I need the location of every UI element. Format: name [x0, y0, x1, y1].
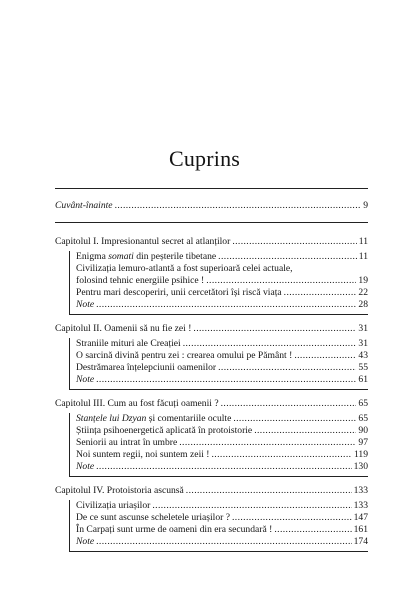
dot-leader: [96, 536, 351, 548]
entry-label: [55, 323, 191, 335]
page-number: 97: [358, 437, 368, 448]
toc-entry: [0, 251, 409, 263]
chapter-heading: [0, 485, 409, 497]
chapter-bracket-bottom: [69, 389, 368, 390]
page-number: 133: [353, 500, 368, 511]
page-number: 61: [358, 374, 368, 385]
entry-label: [76, 350, 292, 362]
page-number: 11: [358, 251, 368, 262]
dot-leader: [186, 485, 352, 497]
entry-label: [76, 275, 204, 287]
dot-leader: [221, 398, 357, 410]
entry-text: Civilizația lemuro-atlantă a fost superioară celei actuale,: [76, 263, 293, 274]
page-number: 31: [358, 323, 368, 334]
chapter-bracket: [69, 251, 70, 314]
chapter-bracket: [69, 413, 70, 476]
dot-leader: [179, 437, 356, 449]
entry-text: Pentru mari descoperiri, unii cercetători își riscă viața: [76, 287, 282, 298]
dot-leader: [218, 251, 357, 263]
dot-leader: [183, 338, 357, 350]
entry-label: [76, 362, 216, 374]
entry-label: [76, 251, 216, 263]
dot-leader: [254, 425, 356, 437]
page-number: 133: [353, 485, 368, 496]
entry-text: Capitolul III. Cum au fost făcuți oamenii ?: [55, 398, 219, 409]
toc-entry: [0, 263, 409, 275]
page-number: 22: [358, 287, 368, 298]
dot-leader: [193, 323, 356, 335]
entry-label: [76, 374, 94, 386]
chapter-bracket-bottom: [69, 314, 368, 315]
page-number: 43: [358, 350, 368, 361]
entry-label: [55, 485, 184, 497]
dot-leader: [96, 299, 356, 311]
chapter-heading: [0, 236, 409, 248]
entry-label: [76, 437, 177, 449]
divider: [55, 222, 368, 223]
entry-label: [76, 524, 272, 536]
chapter-bracket: [69, 500, 70, 551]
entry-text: În Carpați sunt urme de oameni din era secundară !: [76, 524, 273, 535]
page-number: 90: [358, 425, 368, 436]
divider-top: [55, 188, 368, 189]
entry-text: și comentariile oculte: [146, 413, 232, 424]
entry-label: [55, 236, 230, 248]
page-number: 9: [363, 200, 368, 211]
toc-entry: [0, 437, 409, 449]
entry-text: De ce sunt ascunse scheletele uriașilor ?: [76, 512, 230, 523]
entry-text: Straniile mituri ale Creației: [76, 338, 181, 349]
entry-text: Cuvânt-înainte: [55, 200, 113, 211]
dot-leader: [284, 287, 357, 299]
page-number: 65: [358, 413, 368, 424]
entry-label: [76, 500, 150, 512]
entry-text: Note: [76, 461, 95, 472]
entry-label: [76, 425, 252, 437]
page-number: 161: [353, 524, 368, 535]
entry-text: Note: [76, 374, 95, 385]
entry-label: [76, 299, 94, 311]
entry-text: somati: [108, 251, 134, 262]
toc-entry: [0, 524, 409, 536]
dot-leader: [294, 350, 356, 362]
dot-leader: [233, 413, 356, 425]
toc-entry: [0, 413, 409, 425]
dot-leader: [206, 275, 356, 287]
dot-leader: [274, 524, 351, 536]
dot-leader: [96, 374, 356, 386]
toc-entry: [0, 425, 409, 437]
entry-label: [76, 263, 293, 275]
dot-leader: [152, 500, 351, 512]
dot-leader: [232, 512, 352, 524]
dot-leader: [232, 236, 356, 248]
page-number: 31: [358, 338, 368, 349]
toc-entry: [0, 374, 409, 386]
entry-text: Note: [76, 299, 95, 310]
page-number: 11: [358, 236, 368, 247]
intro-entry: [0, 200, 409, 212]
dot-leader: [96, 461, 351, 473]
entry-text: Seniorii au intrat în umbre: [76, 437, 178, 448]
dot-leader: [212, 449, 352, 461]
entry-text: Stanțele lui Dzyan: [76, 413, 147, 424]
page-number: 130: [353, 461, 368, 472]
toc-entry: [0, 287, 409, 299]
toc-entry: [0, 299, 409, 311]
entry-text: Destrămarea înțelepciunii oamenilor: [76, 362, 217, 373]
page-number: 174: [353, 536, 368, 547]
chapter-bracket-bottom: [69, 551, 368, 552]
entry-label: [76, 287, 282, 299]
chapter-bracket-bottom: [69, 476, 368, 477]
toc-entry: [0, 461, 409, 473]
entry-text: O sarcină divină pentru zei : crearea omului pe Pământ !: [76, 350, 293, 361]
entry-label: [76, 536, 94, 548]
entry-text: folosind tehnic energiile psihice !: [76, 275, 205, 286]
page-number: 65: [358, 398, 368, 409]
toc-entry: [0, 536, 409, 548]
page-number: 19: [358, 275, 368, 286]
dot-leader: [115, 200, 362, 212]
toc-entry: [0, 449, 409, 461]
chapter-bracket: [69, 338, 70, 389]
page-number: 28: [358, 299, 368, 310]
entry-label: [76, 413, 231, 425]
entry-label: [76, 338, 181, 350]
entry-text: Știința psihoenergetică aplicată în protoistorie: [76, 425, 253, 436]
entry-label: [55, 398, 219, 410]
entry-text: din peșterile tibetane: [133, 251, 217, 262]
entry-text: Enigma: [76, 251, 109, 262]
chapter-heading: [0, 398, 409, 410]
entry-label: [76, 461, 94, 473]
toc-entry: [0, 338, 409, 350]
page-number: 119: [353, 449, 368, 460]
dot-leader: [218, 362, 356, 374]
toc-entry: [0, 275, 409, 287]
toc-entry: [0, 350, 409, 362]
entry-text: Capitolul I. Impresionantul secret al atlanților: [55, 236, 231, 247]
page-title: Cuprins: [168, 146, 241, 171]
entry-label: [55, 200, 113, 212]
page-number: 55: [358, 362, 368, 373]
toc-entry: [0, 362, 409, 374]
entry-text: Note: [76, 536, 95, 547]
chapter-heading: [0, 323, 409, 335]
entry-text: Noi suntem regii, noi suntem zeii !: [76, 449, 210, 460]
entry-text: Capitolul II. Oamenii să nu fie zei !: [55, 323, 192, 334]
entry-text: Capitolul IV. Protoistoria ascunsă: [55, 485, 184, 496]
toc-entry: [0, 512, 409, 524]
page-number: 147: [353, 512, 368, 523]
toc-entry: [0, 500, 409, 512]
entry-label: [76, 449, 210, 461]
entry-label: [76, 512, 230, 524]
entry-text: Civilizația uriașilor: [76, 500, 151, 511]
